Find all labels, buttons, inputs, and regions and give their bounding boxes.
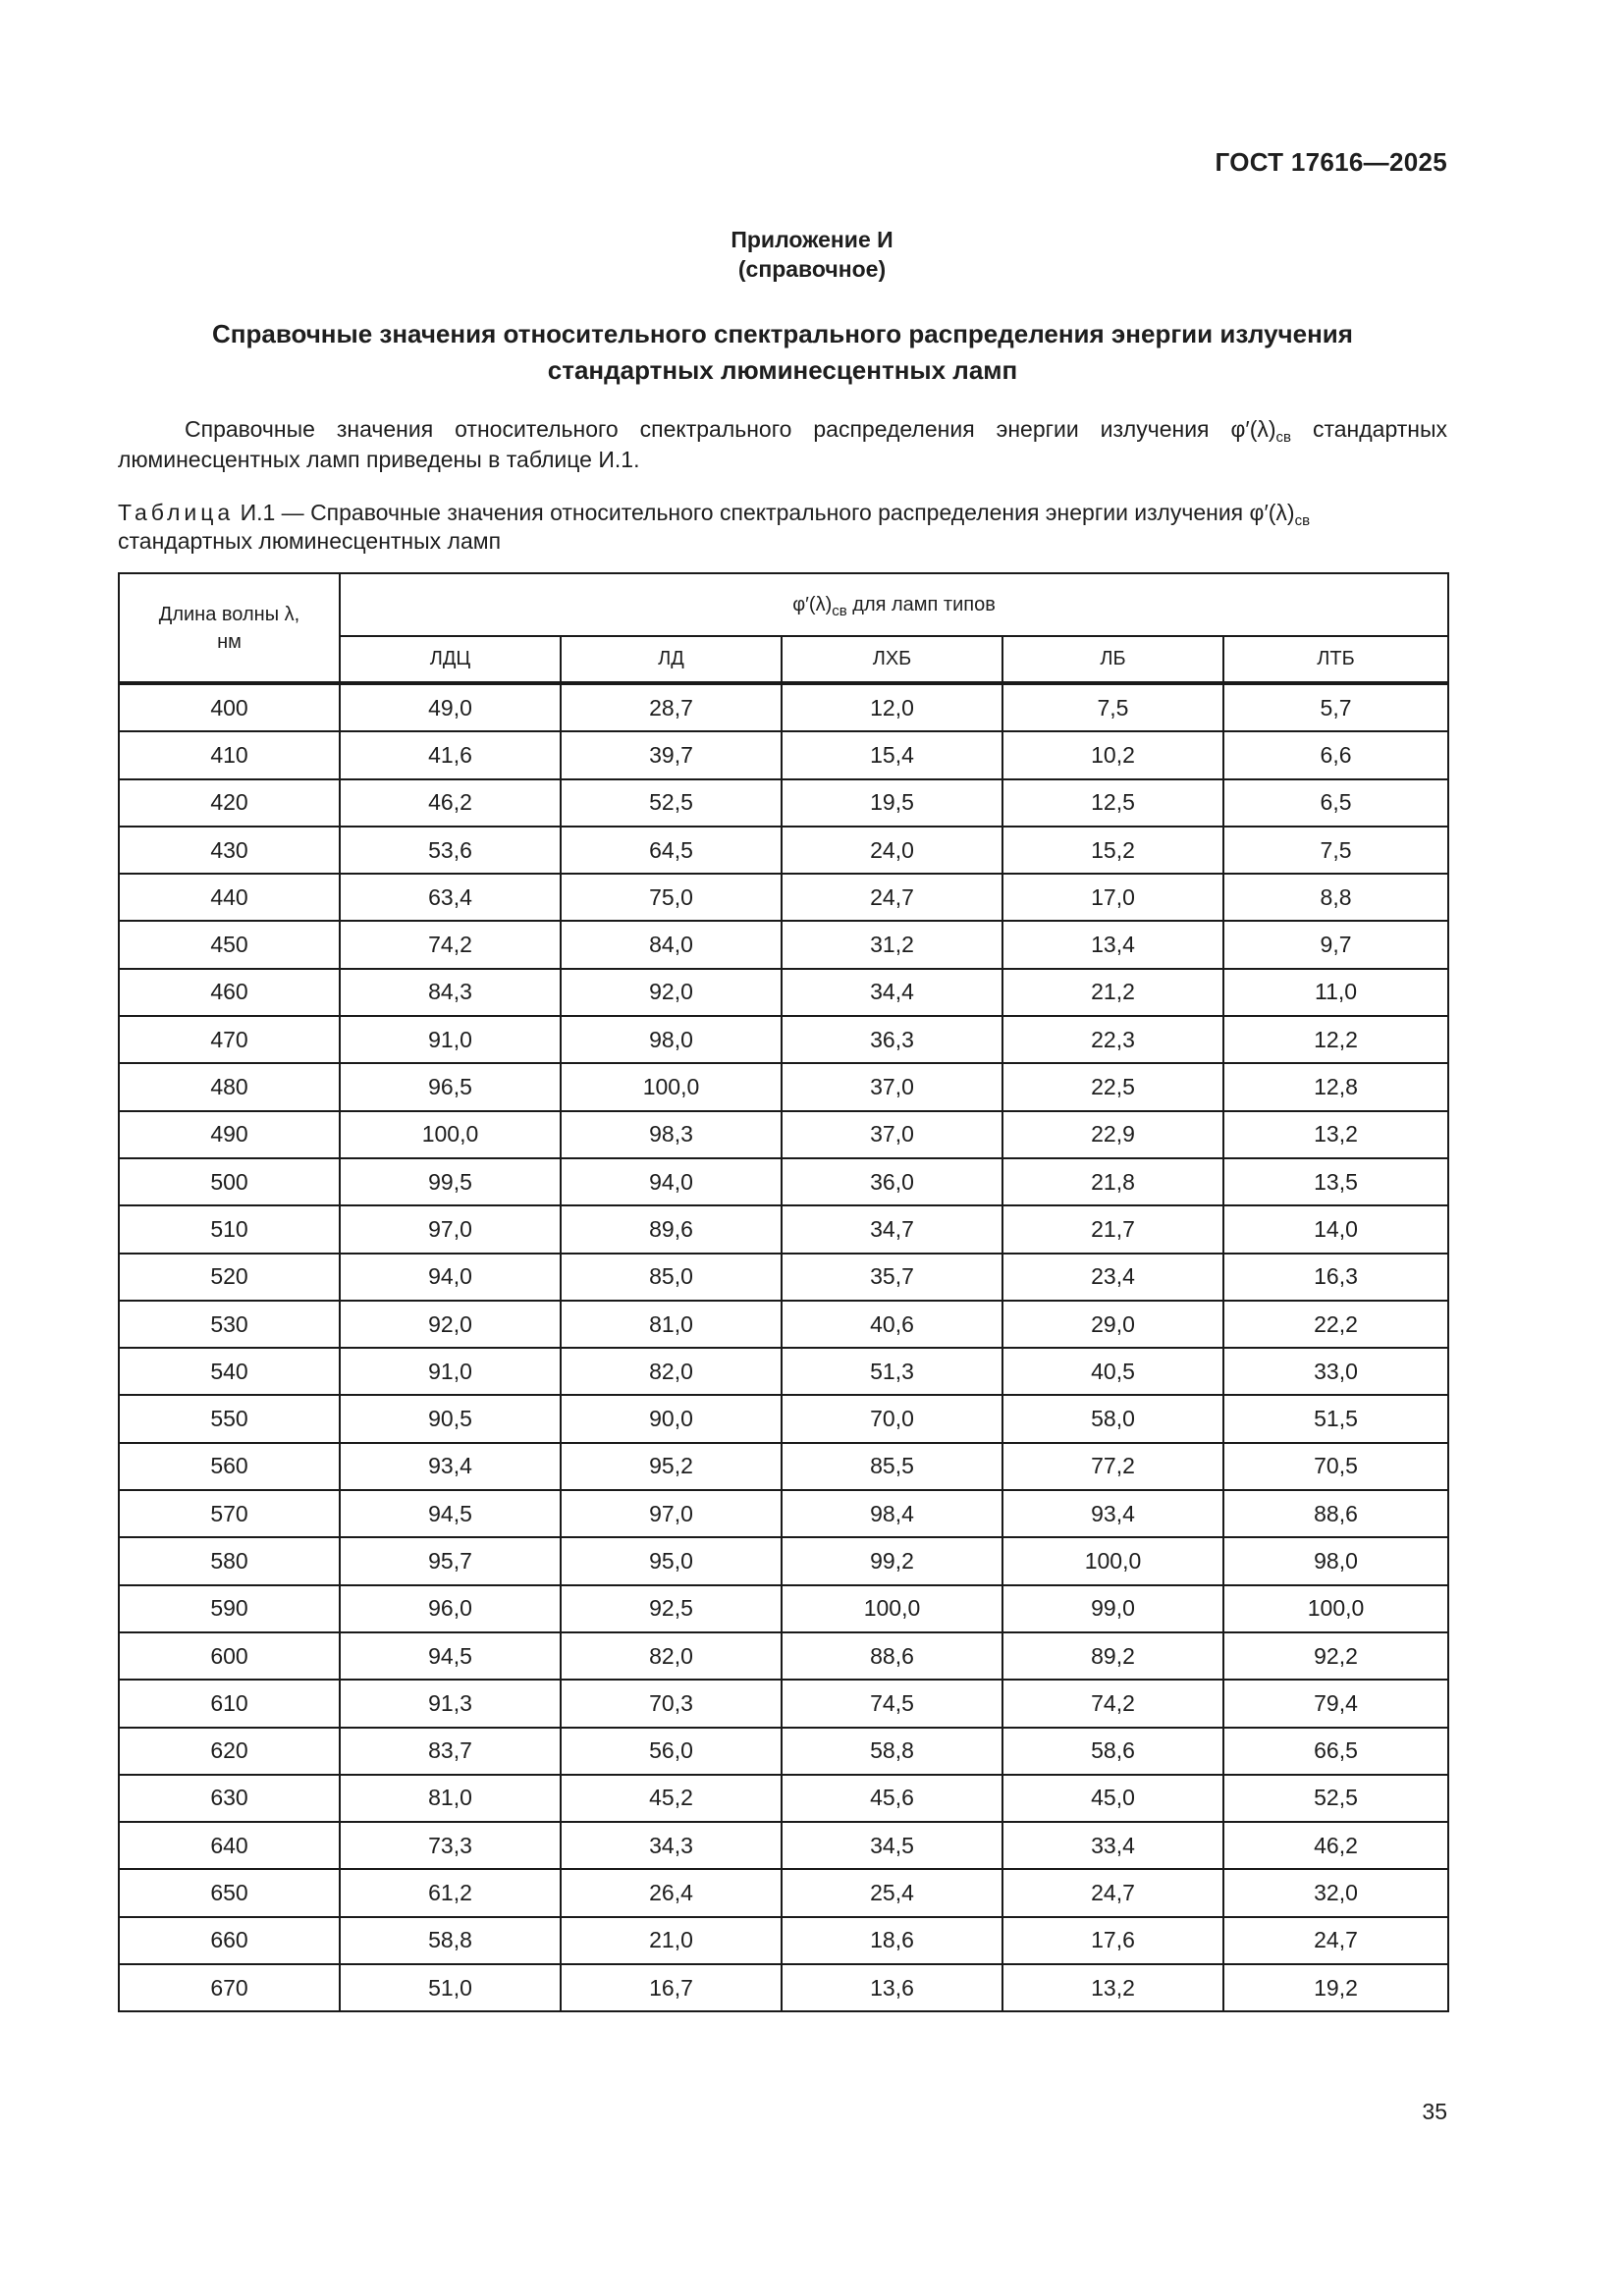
value-cell: 23,4 [1002, 1254, 1223, 1301]
lamp-type-header: ЛХБ [782, 636, 1002, 683]
value-cell: 40,6 [782, 1301, 1002, 1348]
value-cell: 58,8 [340, 1917, 561, 1964]
wavelength-cell: 550 [119, 1395, 340, 1442]
wavelength-cell: 400 [119, 683, 340, 731]
value-cell: 46,2 [1223, 1822, 1448, 1869]
value-cell: 17,0 [1002, 874, 1223, 921]
value-cell: 5,7 [1223, 683, 1448, 731]
wavelength-cell: 590 [119, 1585, 340, 1632]
table-body [119, 683, 1448, 2011]
value-cell: 94,0 [561, 1158, 782, 1205]
value-cell: 11,0 [1223, 969, 1448, 1016]
value-cell: 49,0 [340, 683, 561, 731]
value-cell: 84,0 [561, 921, 782, 968]
value-cell: 88,6 [1223, 1490, 1448, 1537]
value-cell: 82,0 [561, 1348, 782, 1395]
wavelength-cell: 490 [119, 1111, 340, 1158]
wavelength-cell: 560 [119, 1443, 340, 1490]
table-row [119, 969, 1448, 1016]
value-cell: 81,0 [561, 1301, 782, 1348]
intro-subscript: св [1275, 429, 1291, 446]
wavelength-cell: 430 [119, 827, 340, 874]
value-cell: 8,8 [1223, 874, 1448, 921]
value-cell: 9,7 [1223, 921, 1448, 968]
value-cell: 34,7 [782, 1205, 1002, 1253]
value-cell: 91,0 [340, 1348, 561, 1395]
wavelength-cell: 660 [119, 1917, 340, 1964]
wavelength-cell: 520 [119, 1254, 340, 1301]
value-cell: 22,5 [1002, 1063, 1223, 1110]
table-row [119, 1111, 1448, 1158]
table-row [119, 921, 1448, 968]
table-caption [118, 499, 1447, 556]
wavelength-cell: 410 [119, 731, 340, 778]
value-cell: 82,0 [561, 1632, 782, 1680]
value-cell: 100,0 [561, 1063, 782, 1110]
value-cell: 75,0 [561, 874, 782, 921]
wavelength-cell: 500 [119, 1158, 340, 1205]
value-cell: 15,2 [1002, 827, 1223, 874]
value-cell: 98,4 [782, 1490, 1002, 1537]
table-row [119, 1158, 1448, 1205]
value-cell: 97,0 [340, 1205, 561, 1253]
wavelength-header [119, 573, 340, 683]
value-cell: 100,0 [782, 1585, 1002, 1632]
value-cell: 41,6 [340, 731, 561, 778]
value-cell: 85,0 [561, 1254, 782, 1301]
wavelength-cell: 450 [119, 921, 340, 968]
table-row [119, 1917, 1448, 1964]
value-cell: 94,5 [340, 1490, 561, 1537]
value-cell: 74,5 [782, 1680, 1002, 1727]
wavelength-cell: 530 [119, 1301, 340, 1348]
table-caption-line2: стандартных люминесцентных ламп [118, 528, 502, 554]
value-cell: 31,2 [782, 921, 1002, 968]
value-cell: 12,8 [1223, 1063, 1448, 1110]
value-cell: 92,0 [340, 1301, 561, 1348]
wavelength-cell: 620 [119, 1728, 340, 1775]
spectral-table-wrapper [118, 572, 1447, 2012]
wavelength-header-line1: Длина волны λ, [158, 603, 300, 625]
lamp-group-header [340, 573, 1448, 636]
value-cell: 70,5 [1223, 1443, 1448, 1490]
value-cell: 51,5 [1223, 1395, 1448, 1442]
intro-paragraph [118, 414, 1447, 475]
lamp-type-header: ЛТБ [1223, 636, 1448, 683]
value-cell: 97,0 [561, 1490, 782, 1537]
value-cell: 90,5 [340, 1395, 561, 1442]
value-cell: 100,0 [340, 1111, 561, 1158]
wavelength-cell: 440 [119, 874, 340, 921]
value-cell: 21,8 [1002, 1158, 1223, 1205]
value-cell: 99,2 [782, 1537, 1002, 1584]
value-cell: 96,0 [340, 1585, 561, 1632]
value-cell: 16,3 [1223, 1254, 1448, 1301]
value-cell: 96,5 [340, 1063, 561, 1110]
table-row [119, 1537, 1448, 1584]
value-cell: 16,7 [561, 1964, 782, 2011]
value-cell: 92,0 [561, 969, 782, 1016]
value-cell: 53,6 [340, 827, 561, 874]
value-cell: 12,5 [1002, 779, 1223, 827]
wavelength-header-unit: нм [217, 630, 242, 653]
value-cell: 17,6 [1002, 1917, 1223, 1964]
value-cell: 29,0 [1002, 1301, 1223, 1348]
value-cell: 93,4 [340, 1443, 561, 1490]
value-cell: 95,2 [561, 1443, 782, 1490]
appendix-heading [0, 225, 1624, 284]
value-cell: 22,3 [1002, 1016, 1223, 1063]
value-cell: 33,0 [1223, 1348, 1448, 1395]
table-row [119, 1680, 1448, 1727]
value-cell: 34,4 [782, 969, 1002, 1016]
value-cell: 25,4 [782, 1869, 1002, 1916]
value-cell: 52,5 [561, 779, 782, 827]
value-cell: 37,0 [782, 1111, 1002, 1158]
wavelength-cell: 540 [119, 1348, 340, 1395]
value-cell: 39,7 [561, 731, 782, 778]
value-cell: 32,0 [1223, 1869, 1448, 1916]
intro-text-after: стандартных люминесцентных ламп приведены в таблице И.1. [118, 416, 1447, 472]
value-cell: 92,5 [561, 1585, 782, 1632]
value-cell: 7,5 [1223, 827, 1448, 874]
value-cell: 91,3 [340, 1680, 561, 1727]
value-cell: 77,2 [1002, 1443, 1223, 1490]
table-row [119, 683, 1448, 731]
lamp-type-header: ЛД [561, 636, 782, 683]
value-cell: 56,0 [561, 1728, 782, 1775]
wavelength-cell: 650 [119, 1869, 340, 1916]
value-cell: 22,9 [1002, 1111, 1223, 1158]
value-cell: 52,5 [1223, 1775, 1448, 1822]
table-row [119, 1822, 1448, 1869]
value-cell: 91,0 [340, 1016, 561, 1063]
table-row [119, 1869, 1448, 1916]
value-cell: 66,5 [1223, 1728, 1448, 1775]
value-cell: 19,5 [782, 779, 1002, 827]
value-cell: 45,0 [1002, 1775, 1223, 1822]
wavelength-cell: 420 [119, 779, 340, 827]
spectral-table [118, 572, 1449, 2012]
value-cell: 37,0 [782, 1063, 1002, 1110]
table-row [119, 1585, 1448, 1632]
value-cell: 83,7 [340, 1728, 561, 1775]
intro-text-before: Справочные значения относительного спектрального распределения энергии излучения φ′(λ) [185, 416, 1276, 442]
value-cell: 21,0 [561, 1917, 782, 1964]
value-cell: 36,0 [782, 1158, 1002, 1205]
value-cell: 92,2 [1223, 1632, 1448, 1680]
value-cell: 89,2 [1002, 1632, 1223, 1680]
value-cell: 45,2 [561, 1775, 782, 1822]
value-cell: 99,0 [1002, 1585, 1223, 1632]
value-cell: 45,6 [782, 1775, 1002, 1822]
value-cell: 22,2 [1223, 1301, 1448, 1348]
value-cell: 58,6 [1002, 1728, 1223, 1775]
lamp-type-header: ЛДЦ [340, 636, 561, 683]
value-cell: 6,5 [1223, 779, 1448, 827]
value-cell: 99,5 [340, 1158, 561, 1205]
value-cell: 51,0 [340, 1964, 561, 2011]
value-cell: 58,8 [782, 1728, 1002, 1775]
wavelength-cell: 460 [119, 969, 340, 1016]
value-cell: 28,7 [561, 683, 782, 731]
lamp-group-header-symbol: φ′(λ) [792, 593, 833, 615]
value-cell: 34,3 [561, 1822, 782, 1869]
value-cell: 13,2 [1002, 1964, 1223, 2011]
value-cell: 73,3 [340, 1822, 561, 1869]
wavelength-cell: 470 [119, 1016, 340, 1063]
value-cell: 70,3 [561, 1680, 782, 1727]
appendix-title-line1: Справочные значения относительного спектрального распределения энергии излучения [212, 319, 1353, 348]
value-cell: 36,3 [782, 1016, 1002, 1063]
value-cell: 33,4 [1002, 1822, 1223, 1869]
wavelength-cell: 480 [119, 1063, 340, 1110]
lamp-group-header-subscript: св [832, 602, 847, 619]
value-cell: 70,0 [782, 1395, 1002, 1442]
table-row [119, 1632, 1448, 1680]
value-cell: 94,0 [340, 1254, 561, 1301]
wavelength-cell: 580 [119, 1537, 340, 1584]
value-cell: 89,6 [561, 1205, 782, 1253]
value-cell: 100,0 [1002, 1537, 1223, 1584]
value-cell: 35,7 [782, 1254, 1002, 1301]
value-cell: 100,0 [1223, 1585, 1448, 1632]
value-cell: 51,3 [782, 1348, 1002, 1395]
lamp-group-header-text: для ламп типов [846, 593, 996, 615]
value-cell: 84,3 [340, 969, 561, 1016]
value-cell: 95,7 [340, 1537, 561, 1584]
table-row [119, 1964, 1448, 2011]
value-cell: 24,0 [782, 827, 1002, 874]
table-row [119, 1775, 1448, 1822]
value-cell: 13,6 [782, 1964, 1002, 2011]
table-row [119, 1728, 1448, 1775]
table-caption-subscript: св [1294, 512, 1311, 529]
value-cell: 85,5 [782, 1443, 1002, 1490]
wavelength-cell: 570 [119, 1490, 340, 1537]
table-caption-prefix: Таблица [118, 500, 235, 525]
value-cell: 21,2 [1002, 969, 1223, 1016]
value-cell: 40,5 [1002, 1348, 1223, 1395]
value-cell: 12,2 [1223, 1016, 1448, 1063]
wavelength-cell: 640 [119, 1822, 340, 1869]
table-row [119, 1063, 1448, 1110]
value-cell: 18,6 [782, 1917, 1002, 1964]
appendix-label: Приложение И [731, 227, 893, 252]
value-cell: 98,0 [561, 1016, 782, 1063]
wavelength-cell: 600 [119, 1632, 340, 1680]
value-cell: 19,2 [1223, 1964, 1448, 2011]
wavelength-cell: 510 [119, 1205, 340, 1253]
appendix-title-line2: стандартных люминесцентных ламп [547, 355, 1018, 385]
value-cell: 98,3 [561, 1111, 782, 1158]
wavelength-cell: 630 [119, 1775, 340, 1822]
value-cell: 13,5 [1223, 1158, 1448, 1205]
value-cell: 12,0 [782, 683, 1002, 731]
appendix-title [118, 316, 1447, 389]
table-row [119, 1301, 1448, 1348]
value-cell: 93,4 [1002, 1490, 1223, 1537]
table-row [119, 827, 1448, 874]
value-cell: 24,7 [1223, 1917, 1448, 1964]
value-cell: 98,0 [1223, 1537, 1448, 1584]
standard-code: ГОСТ 17616—2025 [1215, 147, 1447, 177]
table-row [119, 1490, 1448, 1537]
value-cell: 21,7 [1002, 1205, 1223, 1253]
value-cell: 94,5 [340, 1632, 561, 1680]
table-row [119, 1443, 1448, 1490]
lamp-type-header: ЛБ [1002, 636, 1223, 683]
value-cell: 74,2 [340, 921, 561, 968]
value-cell: 15,4 [782, 731, 1002, 778]
table-row [119, 874, 1448, 921]
table-row [119, 779, 1448, 827]
value-cell: 61,2 [340, 1869, 561, 1916]
table-row [119, 1016, 1448, 1063]
value-cell: 13,2 [1223, 1111, 1448, 1158]
value-cell: 13,4 [1002, 921, 1223, 968]
wavelength-cell: 670 [119, 1964, 340, 2011]
value-cell: 58,0 [1002, 1395, 1223, 1442]
value-cell: 81,0 [340, 1775, 561, 1822]
value-cell: 6,6 [1223, 731, 1448, 778]
value-cell: 64,5 [561, 827, 782, 874]
table-row [119, 1348, 1448, 1395]
table-caption-text: И.1 — Справочные значения относительного спектрального распределения энергии излучения φ′(λ) [234, 500, 1295, 525]
value-cell: 90,0 [561, 1395, 782, 1442]
value-cell: 14,0 [1223, 1205, 1448, 1253]
value-cell: 88,6 [782, 1632, 1002, 1680]
value-cell: 34,5 [782, 1822, 1002, 1869]
value-cell: 95,0 [561, 1537, 782, 1584]
value-cell: 24,7 [782, 874, 1002, 921]
wavelength-cell: 610 [119, 1680, 340, 1727]
value-cell: 74,2 [1002, 1680, 1223, 1727]
table-row [119, 1395, 1448, 1442]
table-row [119, 1254, 1448, 1301]
value-cell: 7,5 [1002, 683, 1223, 731]
value-cell: 46,2 [340, 779, 561, 827]
value-cell: 63,4 [340, 874, 561, 921]
page-number: 35 [1422, 2099, 1447, 2124]
value-cell: 79,4 [1223, 1680, 1448, 1727]
value-cell: 26,4 [561, 1869, 782, 1916]
value-cell: 24,7 [1002, 1869, 1223, 1916]
value-cell: 10,2 [1002, 731, 1223, 778]
appendix-status: (справочное) [737, 256, 887, 282]
table-row [119, 731, 1448, 778]
table-row [119, 1205, 1448, 1253]
